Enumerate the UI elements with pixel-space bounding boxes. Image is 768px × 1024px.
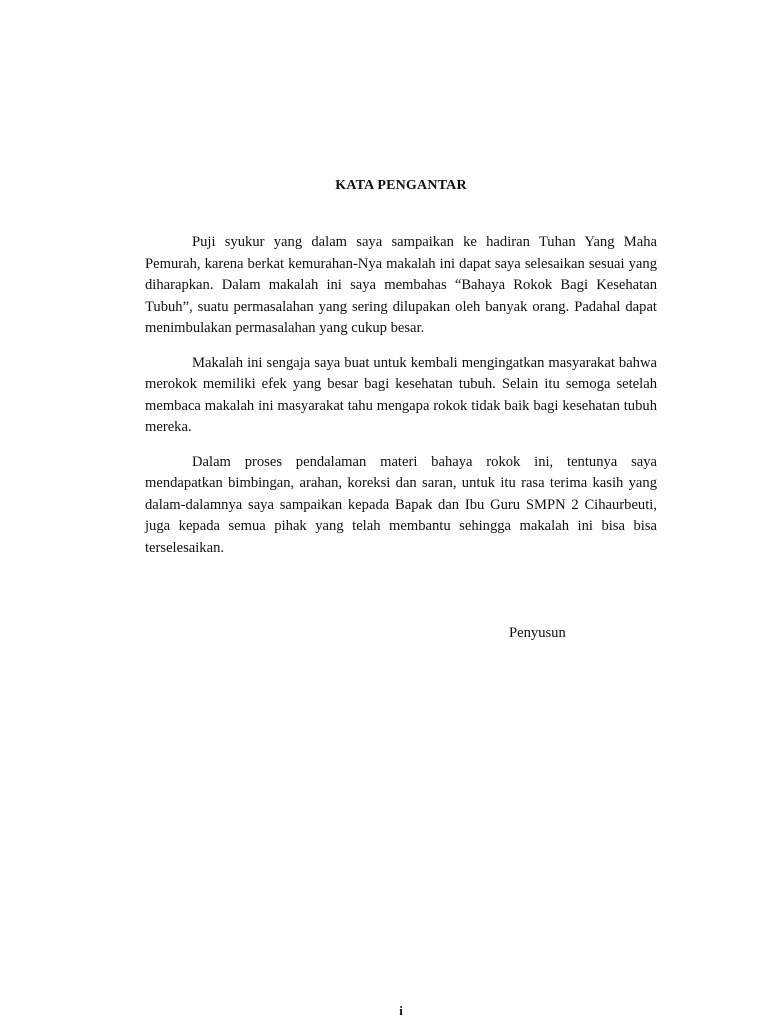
- page-number: i: [399, 1003, 403, 1018]
- paragraph-2: Makalah ini sengaja saya buat untuk kembali mengingatkan masyarakat bahwa merokok memiliki efek yang besar bagi kesehatan tubuh. Selain itu semoga setelah membaca makalah ini masyarakat tahu mengapa rokok tidak baik bagi kesehatan tubuh mereka.: [145, 354, 657, 435]
- document-title: KATA PENGANTAR: [335, 178, 467, 193]
- paragraph-3: Dalam proses pendalaman materi bahaya rokok ini, tentunya saya mendapatkan bimbingan, arahan, koreksi dan saran, untuk itu rasa terima kasih yang dalam-dalamnya saya sampaikan kepada Bapak dan Ibu Guru SMPN 2 Cihaurbeuti, juga kepada semua pihak yang telah membantu sehingga makalah ini bisa bisa terselesaikan.: [145, 453, 657, 556]
- paragraph-1: Puji syukur yang dalam saya sampaikan ke hadiran Tuhan Yang Maha Pemurah, karena berkat kemurahan-Nya makalah ini dapat saya selesaikan sesuai yang diharapkan. Dalam makalah ini saya membahas “Bahaya Rokok Bagi Kesehatan Tubuh”, suatu permasalahan yang sering dilupakan oleh banyak orang. Padahal dapat menimbulakan permasalahan yang cukup besar.: [145, 234, 657, 336]
- document-body: [145, 232, 657, 572]
- author-signature: Penyusun: [509, 625, 566, 641]
